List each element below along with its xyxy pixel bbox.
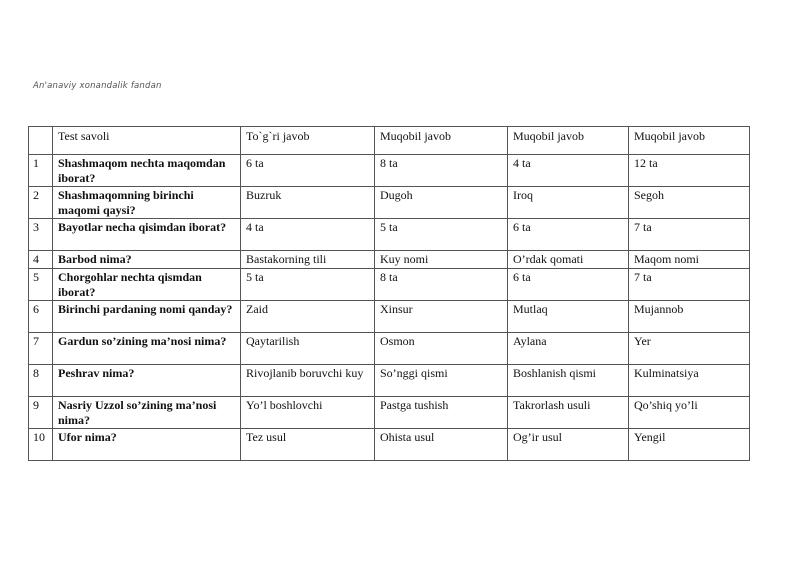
table-row bbox=[29, 187, 750, 219]
alternative-answer-2: 6 ta bbox=[508, 219, 629, 251]
alternative-answer-3: Yengil bbox=[629, 429, 750, 461]
row-number: 5 bbox=[29, 269, 53, 301]
alternative-answer-2: Iroq bbox=[508, 187, 629, 219]
alternative-answer-2: O’rdak qomati bbox=[508, 251, 629, 269]
correct-answer-cell: Qaytarilish bbox=[241, 333, 375, 365]
question-cell: Birinchi pardaning nomi qanday? bbox=[53, 301, 241, 333]
column-header-correct-answer: To`g`ri javob bbox=[241, 127, 375, 155]
table-row bbox=[29, 429, 750, 461]
table-row bbox=[29, 397, 750, 429]
alternative-answer-3: Qo’shiq yo’li bbox=[629, 397, 750, 429]
question-cell: Chorgohlar nechta qismdan iborat? bbox=[53, 269, 241, 301]
question-cell: Peshrav nima? bbox=[53, 365, 241, 397]
column-header-number bbox=[29, 127, 53, 155]
row-number: 1 bbox=[29, 155, 53, 187]
correct-answer-cell: Zaid bbox=[241, 301, 375, 333]
question-cell: Gardun so’zining ma’nosi nima? bbox=[53, 333, 241, 365]
correct-answer-cell: Buzruk bbox=[241, 187, 375, 219]
alternative-answer-3: Maqom nomi bbox=[629, 251, 750, 269]
row-number: 4 bbox=[29, 251, 53, 269]
question-cell: Barbod nima? bbox=[53, 251, 241, 269]
column-header-alternative-3: Muqobil javob bbox=[629, 127, 750, 155]
alternative-answer-3: 7 ta bbox=[629, 219, 750, 251]
column-header-alternative-2: Muqobil javob bbox=[508, 127, 629, 155]
alternative-answer-2: Aylana bbox=[508, 333, 629, 365]
question-cell: Bayotlar necha qisimdan iborat? bbox=[53, 219, 241, 251]
question-cell: Ufor nima? bbox=[53, 429, 241, 461]
table-row bbox=[29, 269, 750, 301]
alternative-answer-1: Osmon bbox=[375, 333, 508, 365]
table-header-row bbox=[29, 127, 750, 155]
alternative-answer-1: 8 ta bbox=[375, 155, 508, 187]
row-number: 6 bbox=[29, 301, 53, 333]
alternative-answer-1: Ohista usul bbox=[375, 429, 508, 461]
table-row bbox=[29, 155, 750, 187]
correct-answer-cell: 4 ta bbox=[241, 219, 375, 251]
alternative-answer-1: Kuy nomi bbox=[375, 251, 508, 269]
alternative-answer-3: Kulminatsiya bbox=[629, 365, 750, 397]
correct-answer-cell: Bastakorning tili bbox=[241, 251, 375, 269]
table-row bbox=[29, 365, 750, 397]
table-row bbox=[29, 333, 750, 365]
column-header-question: Test savoli bbox=[53, 127, 241, 155]
row-number: 10 bbox=[29, 429, 53, 461]
question-cell: Nasriy Uzzol so’zining ma’nosi nima? bbox=[53, 397, 241, 429]
column-header-alternative-1: Muqobil javob bbox=[375, 127, 508, 155]
alternative-answer-3: Segoh bbox=[629, 187, 750, 219]
table-row bbox=[29, 251, 750, 269]
alternative-answer-1: 8 ta bbox=[375, 269, 508, 301]
correct-answer-cell: 6 ta bbox=[241, 155, 375, 187]
row-number: 3 bbox=[29, 219, 53, 251]
alternative-answer-2: Takrorlash usuli bbox=[508, 397, 629, 429]
alternative-answer-3: Mujannob bbox=[629, 301, 750, 333]
page-header: An'anaviy xonandalik fandan bbox=[33, 81, 162, 91]
row-number: 7 bbox=[29, 333, 53, 365]
quiz-table bbox=[28, 126, 750, 461]
alternative-answer-2: Boshlanish qismi bbox=[508, 365, 629, 397]
row-number: 9 bbox=[29, 397, 53, 429]
alternative-answer-3: 12 ta bbox=[629, 155, 750, 187]
alternative-answer-1: So’nggi qismi bbox=[375, 365, 508, 397]
question-cell: Shashmaqomning birinchi maqomi qaysi? bbox=[53, 187, 241, 219]
alternative-answer-1: Xinsur bbox=[375, 301, 508, 333]
alternative-answer-2: Mutlaq bbox=[508, 301, 629, 333]
correct-answer-cell: Yo’l boshlovchi bbox=[241, 397, 375, 429]
alternative-answer-3: Yer bbox=[629, 333, 750, 365]
correct-answer-cell: Rivojlanib boruvchi kuy bbox=[241, 365, 375, 397]
table-row bbox=[29, 301, 750, 333]
row-number: 8 bbox=[29, 365, 53, 397]
row-number: 2 bbox=[29, 187, 53, 219]
alternative-answer-1: Dugoh bbox=[375, 187, 508, 219]
table-row bbox=[29, 219, 750, 251]
alternative-answer-3: 7 ta bbox=[629, 269, 750, 301]
alternative-answer-1: 5 ta bbox=[375, 219, 508, 251]
alternative-answer-2: Og’ir usul bbox=[508, 429, 629, 461]
alternative-answer-2: 4 ta bbox=[508, 155, 629, 187]
correct-answer-cell: 5 ta bbox=[241, 269, 375, 301]
question-cell: Shashmaqom nechta maqomdan iborat? bbox=[53, 155, 241, 187]
alternative-answer-2: 6 ta bbox=[508, 269, 629, 301]
correct-answer-cell: Tez usul bbox=[241, 429, 375, 461]
alternative-answer-1: Pastga tushish bbox=[375, 397, 508, 429]
